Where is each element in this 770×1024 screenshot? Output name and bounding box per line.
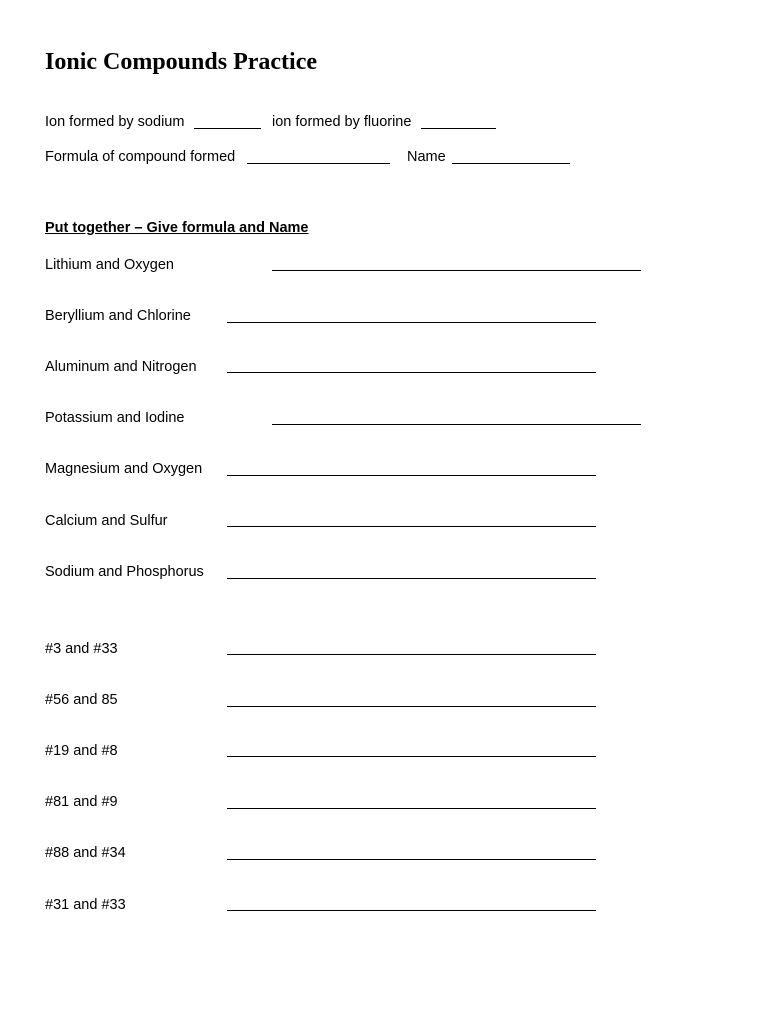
atomic-number-pair-answer-line[interactable] <box>227 910 596 911</box>
element-pair-label: Sodium and Phosphorus <box>45 564 204 580</box>
atomic-number-pair-label: #19 and #8 <box>45 743 118 759</box>
page-title: Ionic Compounds Practice <box>45 49 317 75</box>
compound-formula-label: Formula of compound formed <box>45 149 236 165</box>
element-pair-label: Calcium and Sulfur <box>45 513 168 529</box>
element-pair-label: Beryllium and Chlorine <box>45 308 191 324</box>
element-pair-label: Aluminum and Nitrogen <box>45 359 197 375</box>
element-pair-answer-line[interactable] <box>227 526 596 527</box>
atomic-number-pair-answer-line[interactable] <box>227 706 596 707</box>
section-heading: Put together – Give formula and Name <box>45 220 309 236</box>
element-pair-answer-line[interactable] <box>227 475 596 476</box>
atomic-number-pair-answer-line[interactable] <box>227 859 596 860</box>
fluorine-ion-label: ion formed by fluorine <box>272 114 412 130</box>
sodium-ion-blank[interactable] <box>194 128 261 129</box>
compound-name-blank[interactable] <box>452 163 570 164</box>
fluorine-ion-blank[interactable] <box>421 128 496 129</box>
compound-name-label: Name <box>407 149 446 165</box>
compound-formula-blank[interactable] <box>247 163 390 164</box>
sodium-ion-label: Ion formed by sodium <box>45 114 185 130</box>
element-pair-label: Lithium and Oxygen <box>45 257 174 273</box>
element-pair-answer-line[interactable] <box>272 270 641 271</box>
element-pair-answer-line[interactable] <box>227 372 596 373</box>
element-pair-answer-line[interactable] <box>227 322 596 323</box>
atomic-number-pair-label: #88 and #34 <box>45 845 126 861</box>
element-pair-answer-line[interactable] <box>227 578 596 579</box>
atomic-number-pair-answer-line[interactable] <box>227 756 596 757</box>
atomic-number-pair-answer-line[interactable] <box>227 654 596 655</box>
element-pair-label: Magnesium and Oxygen <box>45 461 203 477</box>
atomic-number-pair-label: #81 and #9 <box>45 794 118 810</box>
atomic-number-pair-label: #56 and 85 <box>45 692 118 708</box>
atomic-number-pair-answer-line[interactable] <box>227 808 596 809</box>
element-pair-answer-line[interactable] <box>272 424 641 425</box>
atomic-number-pair-label: #3 and #33 <box>45 641 118 657</box>
element-pair-label: Potassium and Iodine <box>45 410 185 426</box>
atomic-number-pair-label: #31 and #33 <box>45 897 126 913</box>
